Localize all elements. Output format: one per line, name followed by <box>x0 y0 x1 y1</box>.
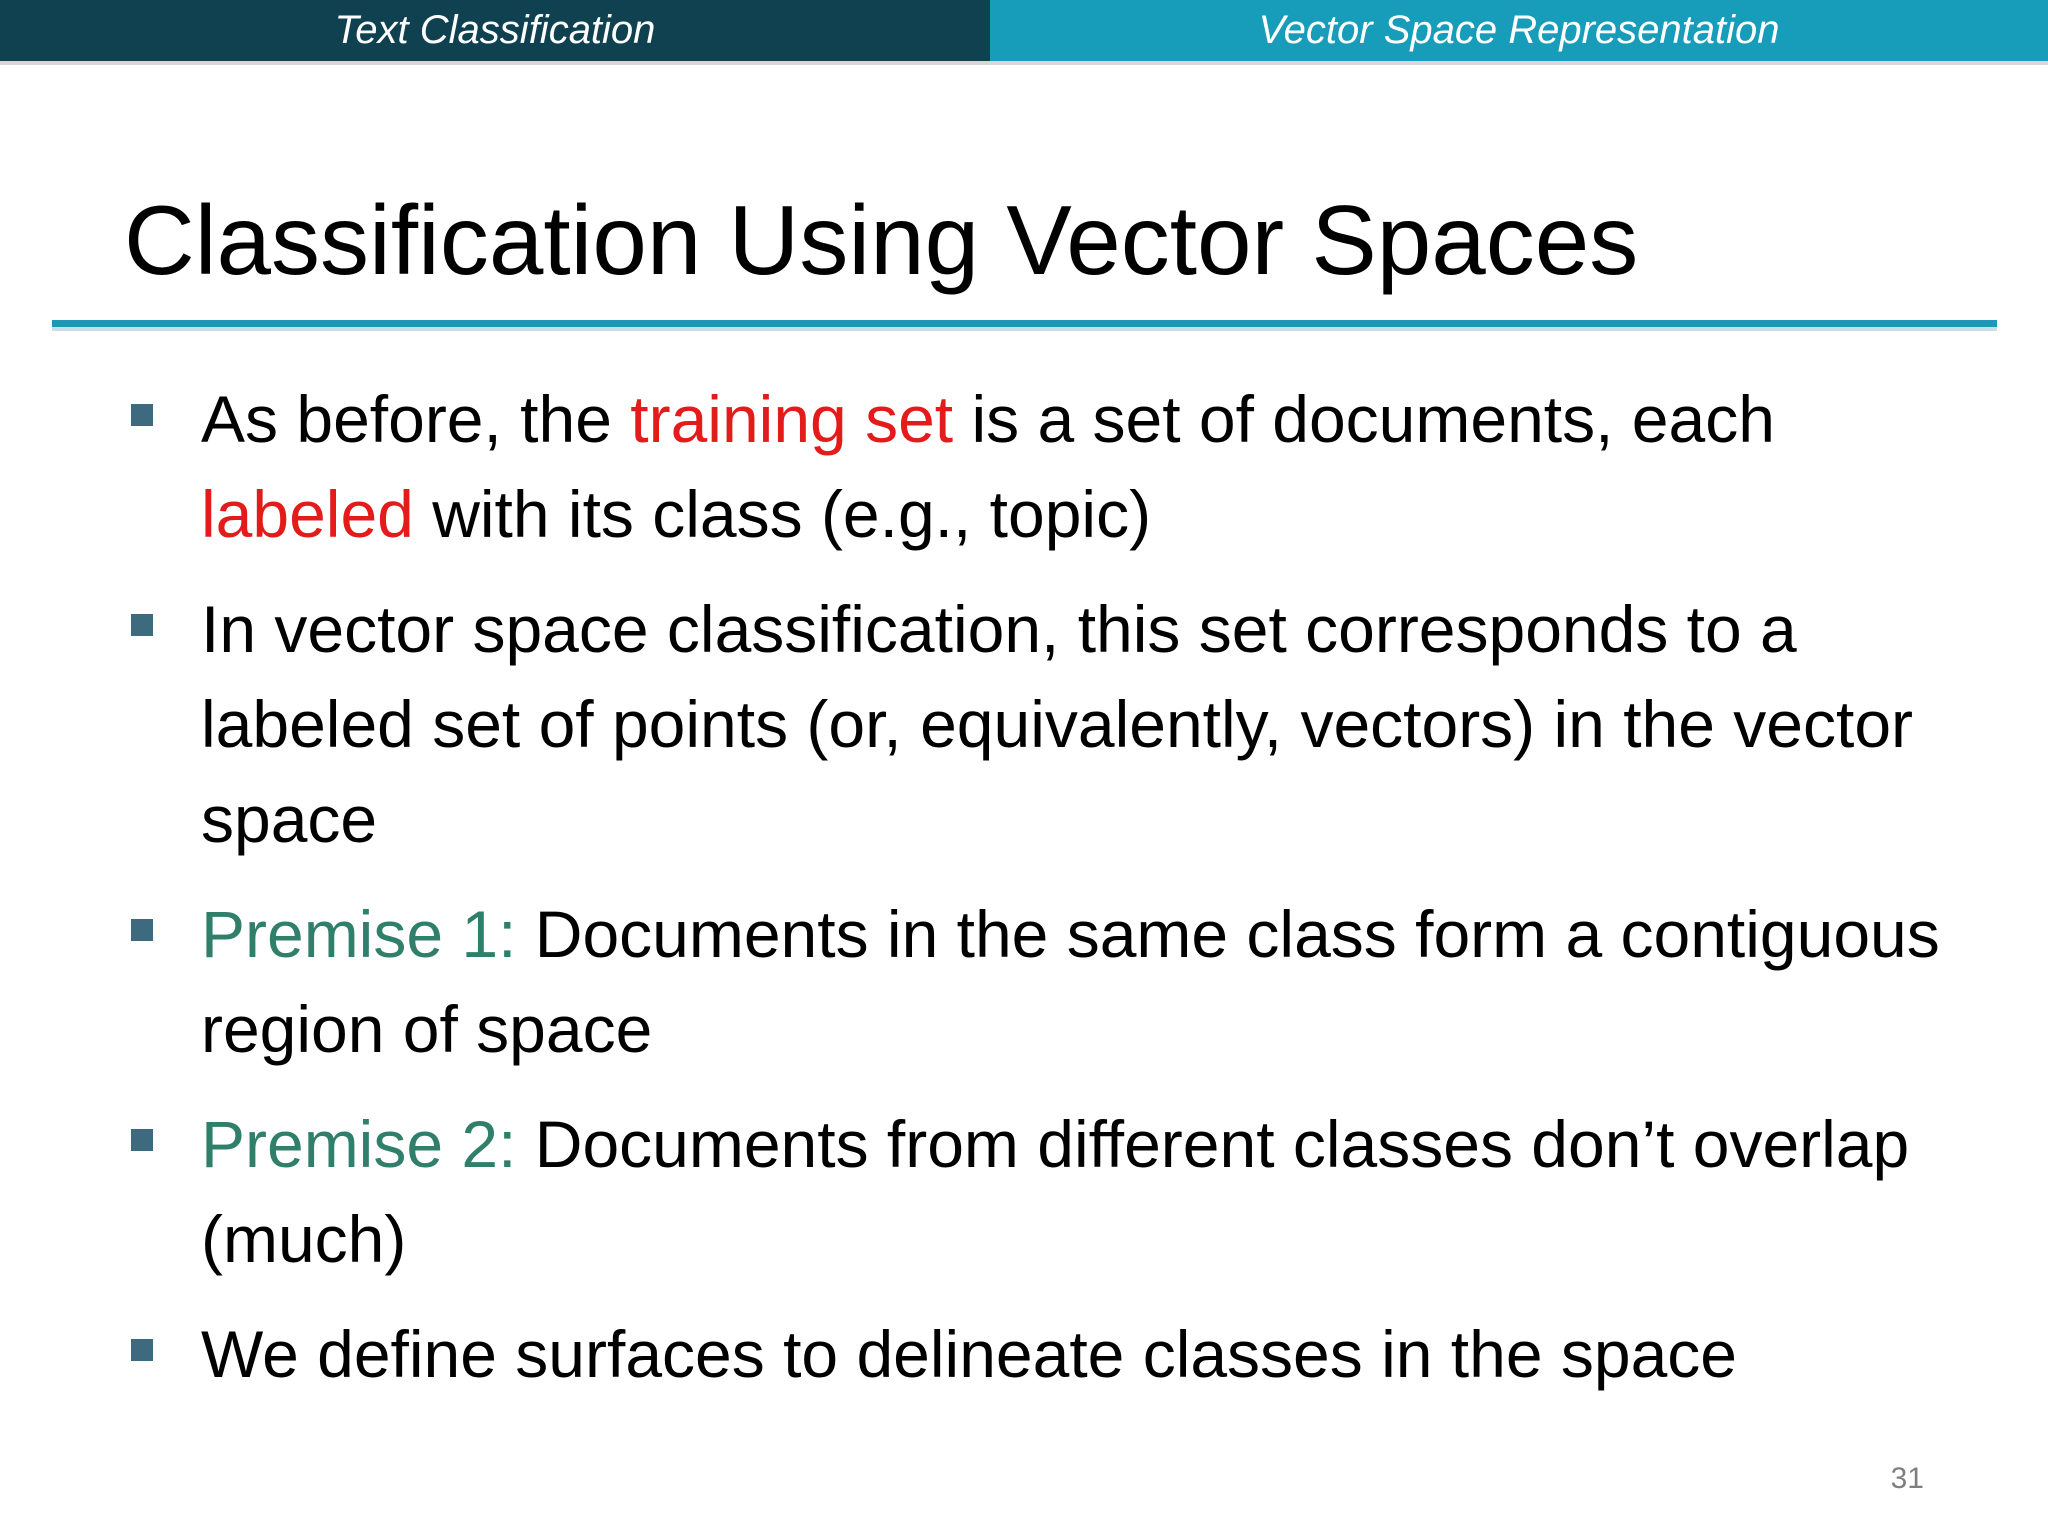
nav-tab-text-classification[interactable] <box>0 0 990 61</box>
square-bullet-icon <box>131 404 153 426</box>
highlight-labeled: labeled <box>201 477 414 551</box>
square-bullet-icon <box>131 919 153 941</box>
nav-tab-vector-space-representation[interactable] <box>990 0 2048 61</box>
bullet-text: Documents from different classes don’t overlap (much) <box>201 1107 1910 1276</box>
bullet-item <box>128 887 1948 1077</box>
square-bullet-icon <box>131 1129 153 1151</box>
page-number: 31 <box>1890 1462 1924 1495</box>
square-bullet-icon <box>131 614 153 636</box>
bullet-item <box>128 1097 1948 1287</box>
square-bullet-icon <box>131 1339 153 1361</box>
bullet-text: with its class (e.g., topic) <box>413 477 1152 551</box>
bullet-item <box>128 582 1948 867</box>
highlight-training-set: training set <box>630 382 954 456</box>
nav-tab-label: Vector Space Representation <box>1258 8 1780 52</box>
nav-divider <box>0 61 2048 65</box>
slide-title: Classification Using Vector Spaces <box>124 185 1639 295</box>
section-nav-bar <box>0 0 2048 61</box>
bullet-item <box>128 372 1948 562</box>
bullet-text: Documents in the same class form a contiguous region of space <box>201 897 1940 1066</box>
bullet-text: is a set of documents, each <box>953 382 1775 456</box>
bullet-text: We define surfaces to delineate classes in the space <box>201 1317 1738 1391</box>
title-underline <box>52 320 1997 327</box>
nav-tab-label: Text Classification <box>334 8 656 52</box>
title-underline-shadow <box>52 327 1997 331</box>
bullet-text: As before, the <box>201 382 631 456</box>
premise-label: Premise 1: <box>201 897 517 971</box>
bullet-text: In vector space classification, this set corresponds to a labeled set of points (or, equivalently, vectors) in the vector space <box>201 592 1914 856</box>
bullet-list <box>128 372 1948 1422</box>
bullet-item <box>128 1307 1948 1402</box>
premise-label: Premise 2: <box>201 1107 517 1181</box>
